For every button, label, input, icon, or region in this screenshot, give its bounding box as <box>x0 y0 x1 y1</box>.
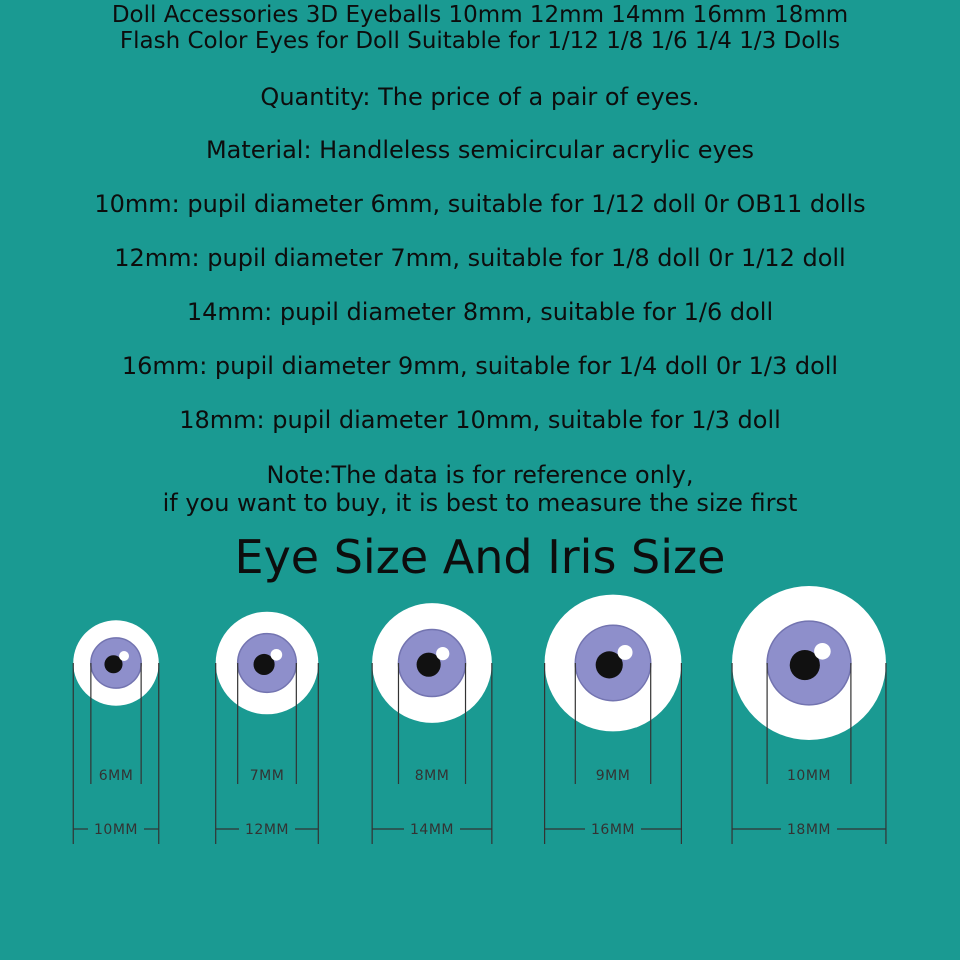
eye-label-12: 12MM <box>245 822 289 838</box>
iris-label-18: 10MM <box>787 768 831 784</box>
quantity-text: Quantity: The price of a pair of eyes. <box>260 83 700 111</box>
highlight-14 <box>436 647 449 660</box>
eye-label-16: 16MM <box>591 822 635 838</box>
spec-16mm: 16mm: pupil diameter 9mm, suitable for 1/4 doll 0r 1/3 doll <box>121 352 839 380</box>
highlight-12 <box>271 649 283 661</box>
iris-label-14: 8MM <box>414 768 450 784</box>
highlight-10 <box>119 651 129 661</box>
iris-label-12: 7MM <box>249 768 285 784</box>
eye-label-10: 10MM <box>94 822 138 838</box>
eye-label-18: 18MM <box>787 822 831 838</box>
note-line-1: Note:The data is for reference only, <box>266 461 694 489</box>
title-line-1: Doll Accessories 3D Eyeballs 10mm 12mm 14mm 16mm 18mm <box>111 2 849 28</box>
spec-14mm: 14mm: pupil diameter 8mm, suitable for 1/6 doll <box>186 298 774 326</box>
highlight-16 <box>618 645 633 660</box>
highlight-18 <box>814 643 831 660</box>
size-heading: Eye Size And Iris Size <box>234 530 726 584</box>
note-line-2: if you want to buy, it is best to measure the size first <box>162 489 798 517</box>
spec-18mm: 18mm: pupil diameter 10mm, suitable for 1/3 doll <box>179 406 781 434</box>
iris-label-16: 9MM <box>595 768 631 784</box>
material-text: Material: Handleless semicircular acrylic eyes <box>205 136 755 164</box>
title-line-2: Flash Color Eyes for Doll Suitable for 1/12 1/8 1/6 1/4 1/3 Dolls <box>119 28 841 54</box>
eye-label-14: 14MM <box>410 822 454 838</box>
iris-label-10: 6MM <box>98 768 134 784</box>
spec-12mm: 12mm: pupil diameter 7mm, suitable for 1/8 doll 0r 1/12 doll <box>114 244 846 272</box>
spec-10mm: 10mm: pupil diameter 6mm, suitable for 1/12 doll 0r OB11 dolls <box>94 190 866 218</box>
